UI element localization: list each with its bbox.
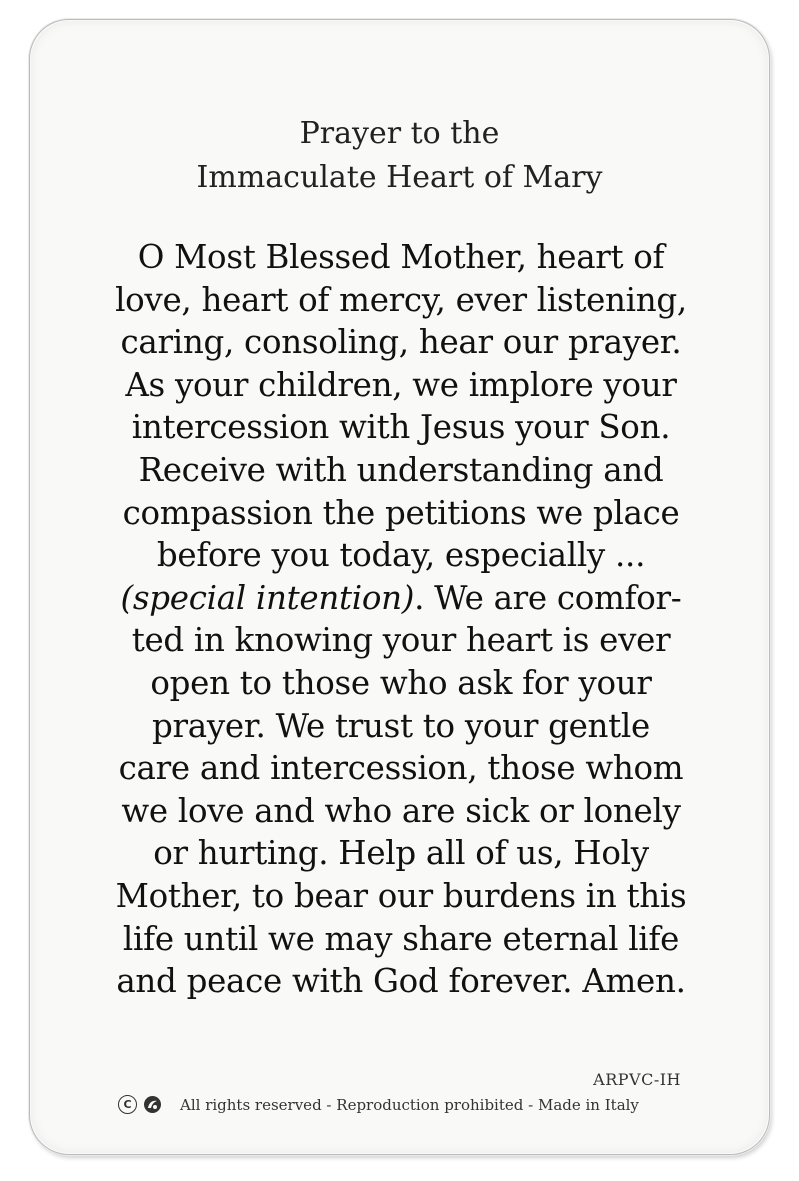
prayer-line: care and intercession, those whom [118, 749, 684, 788]
card-footer [118, 1095, 639, 1114]
prayer-line: life until we may share eternal life [122, 919, 680, 958]
prayer-line: before you today, especially ... [156, 536, 646, 575]
prayer-line: O Most Blessed Mother, heart of [137, 238, 665, 276]
intention-line-rest: . We are comfor- [414, 578, 682, 617]
prayer-line: Receive with understanding and [138, 450, 664, 489]
footer-rights-text: All rights reserved - Reproduction prohibited - Made in Italy [180, 1095, 639, 1114]
prayer-card [29, 19, 770, 1155]
prayer-line: prayer. We trust to your gentle [152, 706, 650, 745]
prayer-line: caring, consoling, hear our prayer. [120, 323, 682, 362]
special-intention-text: (special intention) [120, 578, 415, 617]
product-code: ARPVC-IH [593, 1070, 681, 1089]
prayer-line: ted in knowing your heart is ever [131, 621, 671, 660]
prayer-line: and peace with God forever. Amen. [116, 962, 686, 1001]
prayer-line: intercession with Jesus your Son. [131, 408, 671, 447]
prayer-line: open to those who ask for your [150, 663, 652, 702]
prayer-line: we love and who are sick or lonely [121, 791, 681, 830]
prayer-body [88, 236, 714, 1003]
prayer-line: love, heart of mercy, ever listening, [115, 280, 687, 319]
prayer-line: compassion the petitions we place [122, 493, 680, 532]
copyright-icon: C [118, 1095, 137, 1114]
prayer-line: As your children, we implore your [125, 365, 677, 404]
prayer-line-intention [88, 577, 714, 620]
publisher-logo-icon [143, 1095, 162, 1114]
prayer-line: Mother, to bear our burdens in this [115, 876, 687, 915]
title-line-2: Immaculate Heart of Mary [196, 160, 603, 195]
title-line-1: Prayer to the [299, 116, 500, 151]
prayer-line: or hurting. Help all of us, Holy [153, 834, 649, 873]
prayer-title [30, 112, 769, 200]
